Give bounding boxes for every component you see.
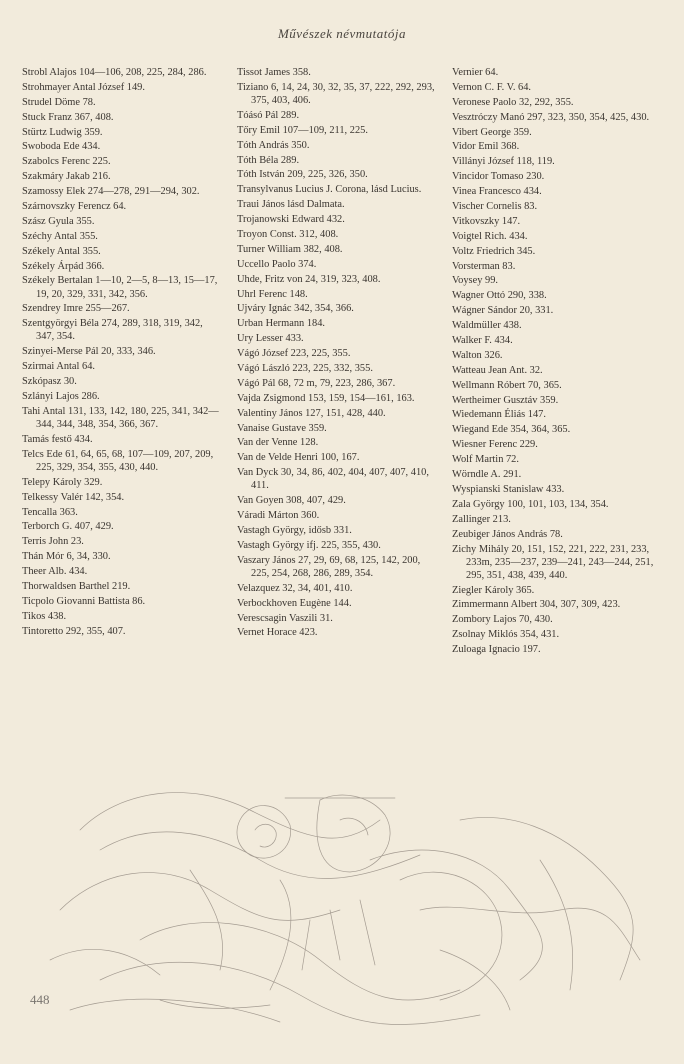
index-entry: Vágó József 223, 225, 355. — [237, 348, 351, 360]
index-entry: Vágó László 223, 225, 332, 355. — [237, 363, 373, 375]
index-entry: Zichy Mihály 20, 151, 152, 221, 222, 231, 233, 233m, 235—237, 239—241, 243—244, 251, 295, 351, 438, 439, 440. — [452, 543, 654, 581]
index-entry: Zuloaga Ignacio 197. — [452, 644, 541, 656]
index-entry: Vastagh György ifj. 225, 355, 430. — [237, 539, 381, 551]
index-entry: Ticpolo Giovanni Battista 86. — [22, 595, 146, 607]
index-entry: Terborch G. 407, 429. — [22, 521, 114, 533]
index-entry: Theer Alb. 434. — [22, 566, 88, 578]
index-entry: Vincidor Tomaso 230. — [452, 171, 545, 183]
index-entry: Velazquez 32, 34, 401, 410. — [237, 582, 353, 594]
index-entry: Strohmayer Antal József 149. — [22, 81, 145, 93]
index-entry: Vischer Cornelis 83. — [452, 201, 538, 213]
index-entry: Vernon C. F. V. 64. — [452, 81, 532, 93]
index-entry: Walton 326. — [452, 349, 503, 361]
index-entry: Strudel Döme 78. — [22, 96, 96, 108]
index-entry: Wertheimer Gusztáv 359. — [452, 394, 559, 406]
index-entry: Vajda Zsigmond 153, 159, 154—161, 163. — [237, 392, 415, 404]
index-entry: Van de Velde Henri 100, 167. — [237, 452, 360, 464]
index-entry: Zimmermann Albert 304, 307, 309, 423. — [452, 599, 621, 611]
index-entry: Thorwaldsen Barthel 219. — [22, 580, 131, 592]
index-entry: Tamás festő 434. — [22, 433, 93, 445]
index-entry: Valentiny János 127, 151, 428, 440. — [237, 407, 386, 419]
index-entry: Tikos 438. — [22, 610, 67, 622]
index-entry: Ujváry Ignác 342, 354, 366. — [237, 303, 354, 315]
index-entry: Terris John 23. — [22, 536, 84, 548]
index-entry: Wolf Martin 72. — [452, 454, 519, 466]
page-number: 448 — [30, 992, 50, 1007]
index-entry: Tiziano 6, 14, 24, 30, 32, 35, 37, 222, 292, 293, 375, 403, 406. — [237, 81, 435, 106]
index-entry: Tóth Béla 289. — [237, 154, 300, 166]
index-entry: Watteau Jean Ant. 32. — [452, 364, 543, 376]
index-entry: Szárnovszky Ferencz 64. — [22, 201, 127, 213]
index-entry: Székely Antal 355. — [22, 245, 101, 257]
index-entry: Wellmann Róbert 70, 365. — [452, 379, 562, 391]
index-entry: Stürtz Ludwig 359. — [22, 126, 103, 138]
index-entry: Telkessy Valér 142, 354. — [22, 491, 125, 503]
index-entry: Szinyei-Merse Pál 20, 333, 346. — [22, 346, 156, 358]
index-entry: Swoboda Ede 434. — [22, 141, 101, 153]
index-entry: Zala György 100, 101, 103, 134, 354. — [452, 498, 609, 510]
index-entry: Uhrl Ferenc 148. — [237, 288, 308, 300]
index-entry: Telcs Ede 61, 64, 65, 68, 107—109, 207, 209, 225, 329, 354, 355, 430, 440. — [22, 448, 214, 473]
index-entry: Verescsagin Vaszili 31. — [237, 612, 333, 624]
index-entry: Széchy Antal 355. — [22, 230, 98, 242]
page-header: Művészek névmutatója — [277, 26, 407, 41]
index-entry: Szász Gyula 355. — [22, 215, 95, 227]
index-entry: Zombory Lajos 70, 430. — [452, 614, 553, 626]
index-entry: Szamossy Elek 274—278, 291—294, 302. — [22, 186, 200, 198]
index-column-2 — [237, 66, 437, 641]
index-entry: Ziegler Károly 365. — [452, 584, 535, 596]
index-entry: Vastagh György, idősb 331. — [237, 525, 352, 537]
index-entry: Tóth András 350. — [237, 139, 310, 151]
index-entry: Stuck Franz 367, 408. — [22, 111, 114, 123]
index-entry: Vanaise Gustave 359. — [237, 422, 327, 434]
index-entry: Walker F. 434. — [452, 335, 513, 347]
index-entry: Wiedemann Éliás 147. — [452, 409, 546, 421]
index-entry: Waldmüller 438. — [452, 320, 522, 332]
index-entry: Strobl Alajos 104—106, 208, 225, 284, 286. — [22, 67, 207, 78]
index-entry: Székely Árpád 366. — [22, 260, 105, 272]
index-entry: Verbockhoven Eugène 144. — [237, 597, 352, 609]
index-entry: Thán Mór 6, 34, 330. — [22, 551, 111, 563]
index-entry: Szendrey Imre 255—267. — [22, 303, 130, 315]
index-entry: Vesztróczy Manó 297, 323, 350, 354, 425, 430. — [452, 111, 650, 123]
index-entry: Vernet Horace 423. — [237, 627, 318, 639]
index-entry: Wiesner Ferenc 229. — [452, 439, 538, 451]
index-entry: Ury Lesser 433. — [237, 333, 304, 345]
index-entry: Urban Hermann 184. — [237, 318, 326, 330]
index-entry: Vaszary János 27, 29, 69, 68, 125, 142, 200, 225, 254, 268, 286, 289, 354. — [237, 554, 421, 579]
index-entry: Vágó Pál 68, 72 m, 79, 223, 286, 367. — [237, 377, 396, 389]
index-entry: Szabolcs Ferenc 225. — [22, 156, 111, 168]
index-entry: Wiegand Ede 354, 364, 365. — [452, 424, 571, 436]
index-entry: Vernier 64. — [452, 67, 499, 78]
index-entry: Vibert George 359. — [452, 126, 532, 138]
pencil-sketch-illustration — [40, 760, 660, 1040]
index-entry: Uhde, Fritz von 24, 319, 323, 408. — [237, 273, 381, 285]
index-entry: Trojanowski Edward 432. — [237, 214, 345, 226]
index-entry: Traui János lásd Dalmata. — [237, 199, 345, 211]
index-entry: Zsolnay Miklós 354, 431. — [452, 629, 560, 641]
index-entry: Van Goyen 308, 407, 429. — [237, 495, 346, 507]
index-entry: Van der Venne 128. — [237, 437, 319, 449]
index-entry: Troyon Const. 312, 408. — [237, 229, 339, 240]
index-column-1 — [22, 66, 222, 640]
index-entry: Wágner Sándor 20, 331. — [452, 305, 554, 317]
index-entry: Wörndle A. 291. — [452, 469, 522, 481]
index-entry: Vinea Francesco 434. — [452, 186, 542, 198]
index-entry: Tintoretto 292, 355, 407. — [22, 625, 126, 637]
index-entry: Vorsterman 83. — [452, 260, 516, 272]
index-column-3 — [452, 66, 666, 658]
index-entry: Vidor Emil 368. — [452, 141, 520, 153]
index-entry: Szakmáry Jakab 216. — [22, 171, 111, 183]
index-entry: Voysey 99. — [452, 275, 498, 287]
index-entry: Tahi Antal 131, 133, 142, 180, 225, 341, 342—344, 344, 348, 354, 366, 367. — [22, 405, 219, 430]
index-entry: Szlányi Lajos 286. — [22, 391, 100, 402]
index-entry: Szkópasz 30. — [22, 376, 77, 388]
index-entry: Székely Bertalan 1—10, 2—5, 8—13, 15—17, 19, 20, 329, 331, 342, 356. — [22, 275, 218, 300]
index-entry: Uccello Paolo 374. — [237, 258, 317, 270]
index-entry: Tencalla 363. — [22, 506, 78, 518]
index-entry: Villányi József 118, 119. — [452, 156, 555, 168]
index-entry: Turner William 382, 408. — [237, 243, 343, 255]
index-entry: Tissot James 358. — [237, 67, 311, 78]
index-entry: Telepy Károly 329. — [22, 476, 103, 488]
index-entry: Van Dyck 30, 34, 86, 402, 404, 407, 407, 410, 411. — [237, 467, 429, 492]
index-entry: Zeubiger János András 78. — [452, 528, 563, 540]
index-entry: Tőry Emil 107—109, 211, 225. — [237, 124, 368, 136]
index-entry: Veronese Paolo 32, 292, 355. — [452, 96, 574, 108]
index-entry: Voltz Friedrich 345. — [452, 245, 536, 257]
index-entry: Vitkovszky 147. — [452, 215, 521, 227]
index-entry: Transylvanus Lucius J. Corona, lásd Lucius. — [237, 184, 422, 196]
index-entry: Tóásó Pál 289. — [237, 109, 300, 121]
index-entry: Wagner Ottó 290, 338. — [452, 290, 547, 302]
index-entry: Szentgyörgyi Béla 274, 289, 318, 319, 342, 347, 354. — [22, 318, 203, 343]
index-entry: Szirmai Antal 64. — [22, 361, 96, 373]
index-entry: Zallinger 213. — [452, 513, 511, 525]
index-entry: Tóth István 209, 225, 326, 350. — [237, 169, 368, 181]
index-entry: Wyspianski Stanislaw 433. — [452, 483, 565, 495]
index-entry: Váradi Márton 360. — [237, 510, 320, 522]
index-entry: Voigtel Rich. 434. — [452, 230, 528, 242]
